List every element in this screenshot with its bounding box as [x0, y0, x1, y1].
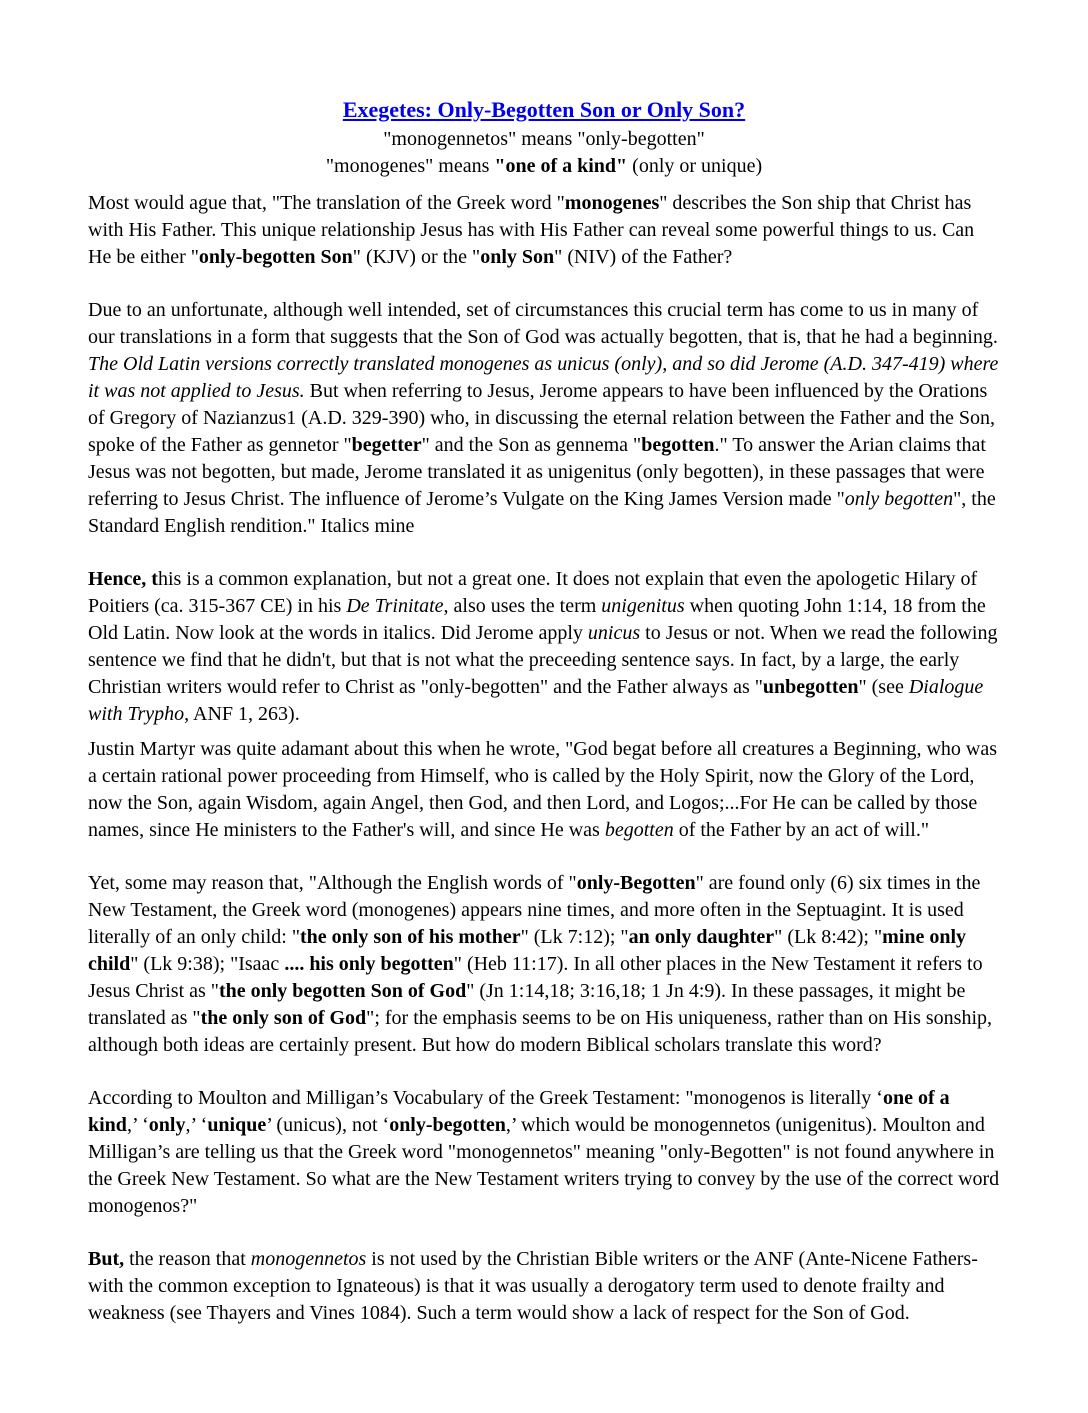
text-run: Dialogue with Trypho [88, 676, 984, 725]
text-run: " (Heb 11:17). In all other places in the New Testament it refers to Jesus Christ as " [88, 953, 983, 1002]
text-run: one of a kind [88, 1087, 950, 1136]
text-run: ", the Standard English rendition." Italics mine [88, 488, 996, 537]
text-run: the only son of his mother [300, 926, 521, 948]
text-run: Hence, t [88, 568, 158, 590]
text-run: only [148, 1114, 186, 1136]
text-run: " and the Son as gennema " [421, 434, 642, 456]
text-run: " (Jn 1:14,18; 3:16,18; 1 Jn 4:9). In these passages, it might be translated as " [88, 980, 966, 1029]
text-run: unbegotten [762, 676, 859, 698]
text-run: Due to an unfortunate, although well intended, set of circumstances this crucial term has come to us in many of our translations in a form that suggests that the Son of God was actually begotten, that is, that he had a beginning. [88, 299, 998, 348]
text-run: to Jesus or not. When we read the following sentence we find that he didn't, but that is not what the preceeding sentence says. In fact, by a large, the early Christian writers would refer to Christ as "only-begotten" and the Father always as " [88, 622, 998, 698]
text-run: begetter [351, 434, 422, 456]
text-run: " (Lk 9:38); "Isaac [130, 953, 285, 975]
text-run: monogennetos [250, 1248, 367, 1270]
paragraph-moulton-milligan [88, 1085, 1000, 1220]
text-run: only-begotten Son [198, 246, 353, 268]
text-run: " are found only (6) six times in the New Testament, the Greek word (monogenes) appears nine times, and more often in the Septuagint. It is used literally of an only child: " [88, 872, 981, 948]
text-run: unicus [587, 622, 641, 644]
text-run: ,’ which would be monogennetos (unigenitus). Moulton and Milligan’s are telling us that the Greek word "monogennetos" meaning "only-Begotten" is not found anywhere in the Greek New Testament. So what are the New Testament writers trying to convey by the use of the correct word monogenos?" [88, 1114, 1000, 1217]
text-run: .... his only begotten [284, 953, 454, 975]
text-run: is not used by the Christian Bible writers or the ANF (Ante-Nicene Fathers-with the common exception to Ignateous) is that it was usually a derogatory term used to denote frailty and weakness (see Thayers and Vines 1084). Such a term would show a lack of respect for the Son of God. [88, 1248, 978, 1324]
text-run: only begotten [844, 488, 954, 510]
text-run: the reason that [124, 1248, 251, 1270]
text-run: begotten [641, 434, 715, 456]
subtitle-monogenes [88, 153, 1000, 180]
text-run: " (Lk 7:12); " [520, 926, 629, 948]
paragraph-yet-reasoning [88, 870, 1000, 1059]
text-run: " describes the Son ship that Christ has with His Father. This unique relationship Jesus has with His Father can reveal some powerful things to us. Can He be either " [88, 192, 975, 268]
text-run: unigenitus [601, 595, 685, 617]
text-run: the only begotten Son of God [218, 980, 467, 1002]
document-body [88, 190, 1000, 1327]
text-run: "one of a kind" [494, 155, 628, 177]
text-run: begotten [604, 819, 674, 841]
text-run: " (KJV) or the " [352, 246, 481, 268]
text-run: Justin Martyr was quite adamant about this when he wrote, "God begat before all creatures a Beginning, who was a certain rational power proceeding from Himself, who is called by the Holy Spirit, now the Glory of the Lord, now the Son, again Wisdom, again Angel, then God, and then Lord, and Logos;...For He can be called by those names, since He ministers to the Father's will, and since He was [88, 738, 998, 841]
text-run: when quoting John 1:14, 18 from the Old Latin. Now look at the words in italics. Did Jerome apply [88, 595, 986, 644]
text-run: Most would ague that, "The translation of the Greek word " [88, 192, 565, 214]
text-run: , also uses the term [443, 595, 602, 617]
text-run: The Old Latin versions correctly translated monogenes as unicus (only), and so did Jerome (A.D. 347-419) where it was not applied to Jesus. [88, 353, 999, 402]
text-run: (only or unique) [627, 155, 763, 177]
text-run: his is a common explanation, but not a great one. It does not explain that even the apologetic Hilary of Poitiers (ca. 315-367 CE) in his [88, 568, 978, 617]
text-run: only Son [480, 246, 555, 268]
text-run: According to Moulton and Milligan’s Vocabulary of the Greek Testament: "monogenos is literally ‘ [88, 1087, 883, 1109]
paragraph-translation-intro [88, 190, 1000, 271]
text-run: " (Lk 8:42); " [774, 926, 883, 948]
text-run: ’ (unicus), not ‘ [266, 1114, 390, 1136]
subtitle-monogennetos [88, 126, 1000, 153]
text-run: , ANF 1, 263). [184, 703, 300, 725]
text-run: Yet, some may reason that, "Although the English words of " [88, 872, 577, 894]
paragraph-but-conclusion [88, 1246, 1000, 1327]
document-header [88, 96, 1000, 180]
text-run: De Trinitate [346, 595, 444, 617]
text-run: ,’ ‘ [126, 1114, 149, 1136]
paragraph-hence-explanation [88, 566, 1000, 728]
text-run: mine only child [88, 926, 967, 975]
text-run: " (see [858, 676, 909, 698]
text-run: unique [207, 1114, 267, 1136]
text-run: But when referring to Jesus, Jerome appears to have been influenced by the Orations of Gregory of Nazianzus1 (A.D. 329-390) who, in discussing the eternal relation between the Father and the Son, spoke of the Father as gennetor " [88, 380, 995, 456]
text-run: ,’ ‘ [185, 1114, 208, 1136]
text-run: only-Begotten [576, 872, 696, 894]
page-title [88, 96, 1000, 124]
text-run: " (NIV) of the Father? [554, 246, 733, 268]
text-run: "; for the emphasis seems to be on His uniqueness, rather than on His sonship, although both ideas are certainly present. But how do modern Biblical scholars translate this word? [88, 1007, 993, 1056]
title-link[interactable]: Exegetes: Only-Begotten Son or Only Son? [342, 97, 746, 122]
text-run: But, [88, 1248, 125, 1270]
text-run: of the Father by an act of will." [673, 819, 930, 841]
paragraph-justin-martyr [88, 736, 1000, 844]
text-run: "monogenes" means [325, 155, 495, 177]
text-run: an only daughter [628, 926, 775, 948]
text-run: only-begotten [389, 1114, 506, 1136]
paragraph-jerome-history [88, 297, 1000, 540]
text-run: the only son of God [200, 1007, 367, 1029]
text-run: "monogennetos" means "only-begotten" [383, 128, 705, 150]
text-run: monogenes [564, 192, 660, 214]
text-run: ." To answer the Arian claims that Jesus was not begotten, but made, Jerome translated it as unigenitus (only begotten), in these passages that were referring to Jesus Christ. The influence of Jerome’s Vulgate on the King James Version made " [88, 434, 986, 510]
